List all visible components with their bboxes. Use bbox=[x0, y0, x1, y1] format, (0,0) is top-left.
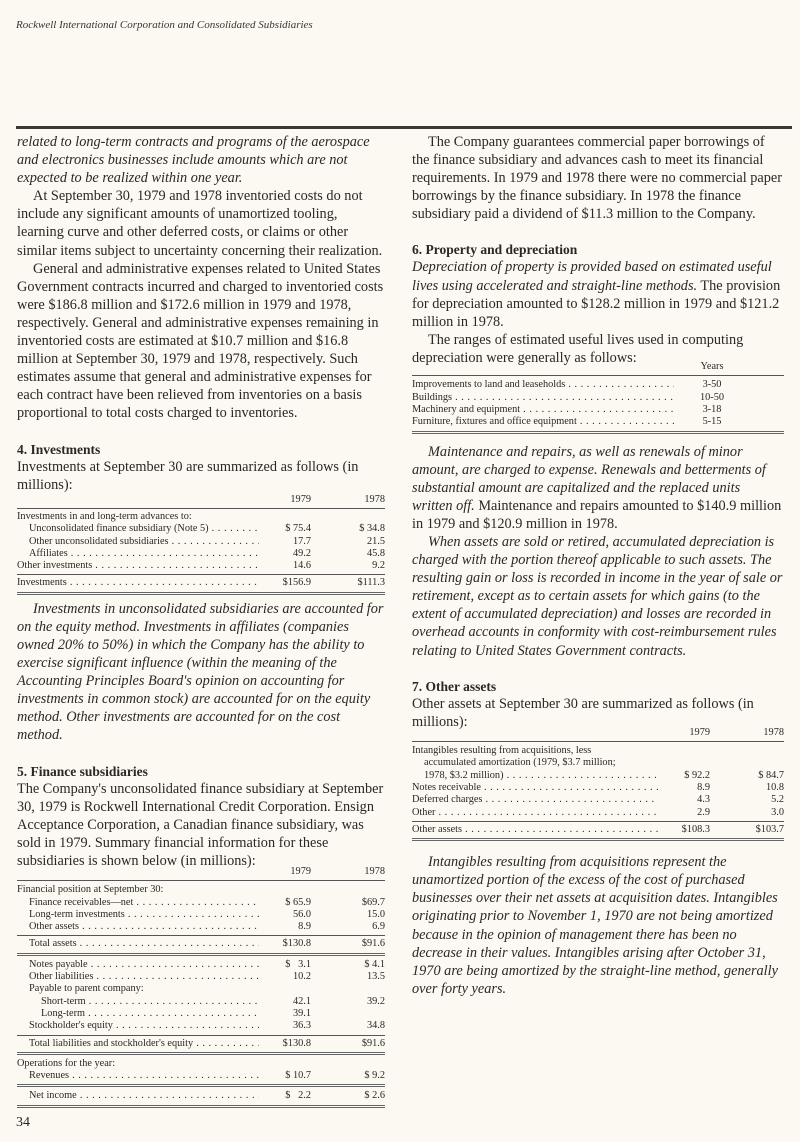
table-row: Other investments . . . 14.6 9.2 bbox=[17, 560, 385, 572]
table-row: Unconsolidated finance subsidiary (Note 5) . . . $ 75.4 $ 34.8 bbox=[17, 523, 385, 535]
property-heading: 6. Property and depreciation bbox=[412, 242, 578, 258]
other-assets-table: 1979 1978 Intangibles resulting from acquisitions, less accumulated amortization (1979, $3.7 million; 1978, $3.2 million) . . . $ 92.2 $ 84.7 Notes receivable . . . 8.9 10.8 Deferred charges . . . 4.3 5.2 Other . . . 2.9 3.0 Other assets . . . $108.3 $103.7 bbox=[412, 727, 784, 841]
table-row: Long-term investments . . . 56.0 15.0 bbox=[17, 909, 385, 921]
col-header-1979: 1979 bbox=[290, 865, 311, 877]
col-header-1978: 1978 bbox=[364, 865, 385, 877]
investments-note: Investments in unconsolidated subsidiaries are accounted for on the equity method. Investments in affiliates (companies owned 20% to 50%) in which the Company has the ability to exercise significant influence (within the meaning of the Accounting Principles Board's opinion on accounting for investments in common stock) are accounted for on the equity method. Other investments are accounted for on the cost method. bbox=[17, 600, 384, 744]
useful-lives-table bbox=[412, 361, 784, 433]
table-total-row: Net income . . . $ 2.2 $ 2.6 bbox=[17, 1090, 385, 1107]
table-row: Affiliates . . . 49.2 45.8 bbox=[17, 548, 385, 560]
inventories-paragraph-2: At September 30, 1979 and 1978 inventoried costs do not include any significant amounts of unamortized tooling, learning curve and other deferred costs, or claims or other similar items subject to uncertainty concerning their realization. bbox=[17, 188, 383, 259]
table-row: Other . . . 2.9 3.0 bbox=[412, 807, 784, 819]
table-row: Other liabilities . . . 10.2 13.5 bbox=[17, 971, 385, 983]
guarantee-paragraph: The Company guarantees commercial paper borrowings of the finance subsidiary and advances cash to meet its financial requirements. In 1979 and 1978 there were no commercial paper borrowings by the finance subsidiary. In 1978 the finance subsidiary paid a dividend of $11.3 million to the Company. bbox=[412, 134, 782, 223]
table-row: Other assets . . . 8.9 6.9 bbox=[17, 921, 385, 933]
table-row: Long-term . . . 39.1 bbox=[17, 1008, 385, 1020]
inventories-note-continued: related to long-term contracts and programs of the aerospace and electronics businesses include amounts which are not expected to be realized within one year. bbox=[17, 134, 370, 187]
other-assets-heading: 7. Other assets bbox=[412, 678, 497, 694]
right-column bbox=[412, 133, 784, 998]
table-total-row: Total assets . . . $130.8 $91.6 bbox=[17, 935, 385, 955]
table-row: Notes payable . . . $ 3.1 $ 4.1 bbox=[17, 959, 385, 971]
table-row: Notes receivable . . . 8.9 10.8 bbox=[412, 782, 784, 794]
investments-group-label: Investments in and long-term advances to: bbox=[17, 510, 192, 522]
table-row: Furniture, fixtures and office equipment . . . 5-15 bbox=[412, 416, 784, 433]
col-header-1979: 1979 bbox=[290, 493, 311, 505]
table-row: Improvements to land and leaseholds . . . 3-50 bbox=[412, 379, 784, 391]
table-row: Machinery and equipment . . . 3-18 bbox=[412, 404, 784, 416]
maintenance-paragraph: Maintenance and repairs, as well as renewals of minor amount, are charged to expense. Renewals and betterments of substantial amount are capitalized and the replaced units written off. Maintenance and repairs amounted to $140.9 million in 1979 and $120.9 million in 1978. bbox=[412, 443, 782, 532]
table-row: Finance receivables—net . . . $ 65.9 $69.7 bbox=[17, 897, 385, 909]
investments-intro: Investments at September 30 are summarized as follows (in millions): bbox=[17, 458, 359, 493]
investments-heading: 4. Investments bbox=[17, 441, 101, 457]
table-row: 1978, $3.2 million) . . . $ 92.2 $ 84.7 bbox=[412, 770, 784, 782]
finance-intro: The Company's unconsolidated finance subsidiary at September 30, 1979 is Rockwell International Credit Corporation. Ensign Acceptance Corporation, a Canadian finance subsidiary, was sold in 1979. Summary financial information for these subsidiaries is shown below (in millions): bbox=[17, 780, 384, 869]
property-intro: Depreciation of property is provided based on estimated useful lives using accelerated and straight-line methods. The provision for depreciation amounted to $128.2 million in 1979 and $121.2 million in 1978. bbox=[412, 259, 781, 330]
other-assets-intro: Other assets at September 30 are summarized as follows (in millions): bbox=[412, 695, 754, 730]
running-head: Rockwell International Corporation and Consolidated Subsidiaries bbox=[16, 19, 313, 31]
table-row: Other unconsolidated subsidiaries . . . 17.7 21.5 bbox=[17, 536, 385, 548]
col-header-years: Years bbox=[700, 361, 724, 373]
payable-label: Payable to parent company: bbox=[29, 983, 144, 995]
position-label: Financial position at September 30: bbox=[17, 884, 164, 896]
table-total-row: Total liabilities and stockholder's equity . . . $130.8 $91.6 bbox=[17, 1035, 385, 1055]
page-number: 34 bbox=[16, 1115, 30, 1130]
col-header-1979: 1979 bbox=[689, 726, 710, 738]
finance-table bbox=[17, 866, 385, 1108]
table-total-row: Investments . . . $156.9 $111.3 bbox=[17, 574, 385, 594]
retirement-paragraph: When assets are sold or retired, accumulated depreciation is charged with the portion thereof applicable to such assets. The resulting gain or loss is recorded in income in the year of sale or retirement, except as to certain assets for which gains (to the extent of accumulated depreciation) and losses are recorded in overhead accounts in conformity with cost-reimbursement rules relating to United States Government contracts. bbox=[412, 533, 783, 659]
table-row: Deferred charges . . . 4.3 5.2 bbox=[412, 794, 784, 806]
investments-table bbox=[17, 458, 385, 595]
finance-heading: 5. Finance subsidiaries bbox=[17, 763, 148, 779]
col-header-1978: 1978 bbox=[364, 493, 385, 505]
table-row: Revenues . . . $ 10.7 $ 9.2 bbox=[17, 1070, 385, 1087]
col-header-1978: 1978 bbox=[763, 726, 784, 738]
table-row: Buildings . . . 10-50 bbox=[412, 392, 784, 404]
left-column bbox=[17, 133, 385, 1108]
inventories-paragraph-3: General and administrative expenses related to United States Government contracts incurred and charged to inventoried costs were $186.8 million and $172.6 million in 1979 and 1978, respectively. General and administrative expenses remaining in inventoried costs are estimated at $10.7 million and $16.8 million at September 30, 1979 and 1978, respectively. Such estimates assume that general and administrative expenses for each contract have been relieved from inventories on a basis proportional to total costs charged to inventories. bbox=[17, 260, 384, 422]
operations-label: Operations for the year: bbox=[17, 1057, 116, 1069]
top-rule bbox=[16, 126, 792, 129]
table-row: Stockholder's equity . . . 36.3 34.8 bbox=[17, 1020, 385, 1032]
intangibles-label: Intangibles resulting from acquisitions, less bbox=[412, 745, 592, 757]
ranges-intro: The ranges of estimated useful lives used in computing depreciation were generally as follows: bbox=[412, 331, 744, 366]
table-row: Short-term . . . 42.1 39.2 bbox=[17, 996, 385, 1008]
intangibles-note: Intangibles resulting from acquisitions represent the unamortized portion of the excess of the cost of purchased businesses over their net assets at acquisition dates. Intangibles originating prior to November 1, 1970 are not being amortized because in the opinion of management there has been no decrease in their values. Intangibles arising after October 31, 1970 are being amortized by the straight-line method, generally over forty years. bbox=[412, 854, 778, 997]
table-total-row: Other assets . . . $108.3 $103.7 bbox=[412, 821, 784, 841]
